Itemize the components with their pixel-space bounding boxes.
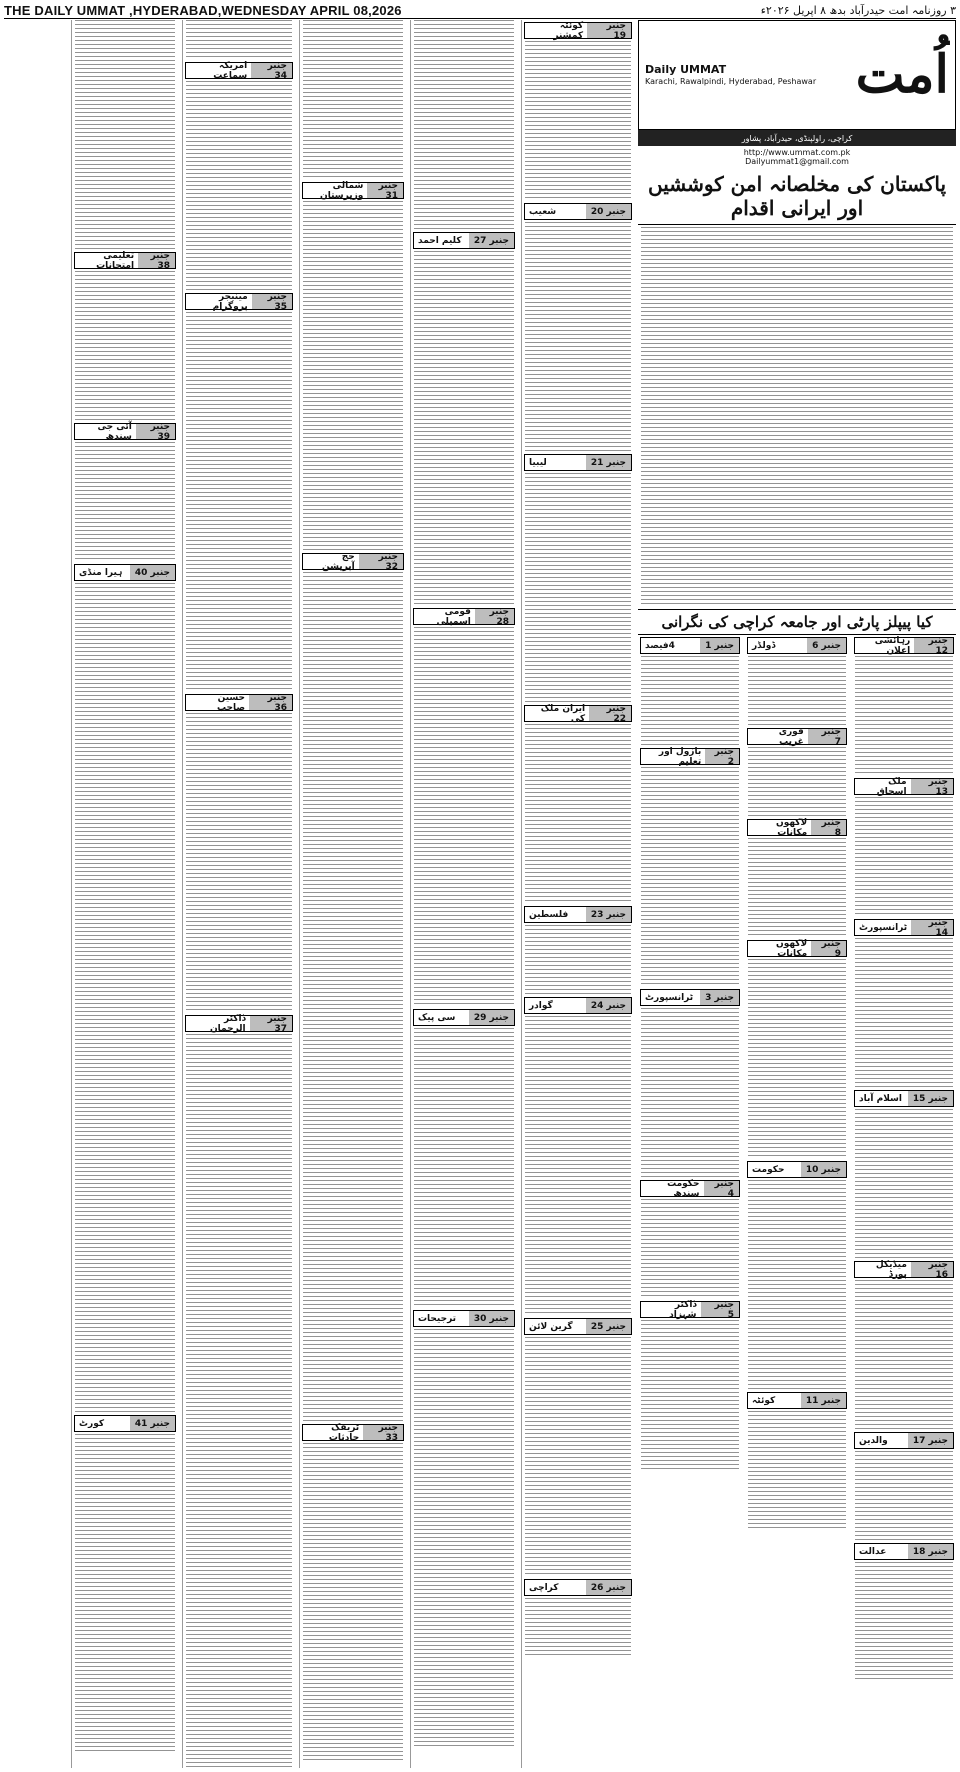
item-number: جنبر 33 [363,1425,403,1440]
item-number: جنبر 28 [475,609,514,624]
item-body [186,81,292,291]
item-number: جنبر 22 [589,706,631,721]
item-body [75,271,175,421]
item-number: جنبر 26 [586,1580,631,1595]
item-body [75,442,175,562]
newspaper-page [4,20,956,1768]
item-header [413,1310,515,1327]
item-body [855,797,953,917]
item-header [854,1432,954,1449]
item-number: جنبر 35 [252,294,292,309]
item-number: جنبر 18 [908,1544,953,1559]
item-header [640,1180,740,1197]
item-title: تعلیمی امتحانات [96,250,135,271]
item-body [525,1598,631,1658]
item-number: جنبر 13 [911,779,953,794]
item-body [525,1337,631,1577]
item-number: جنبر 32 [359,554,403,569]
item-header [640,748,740,765]
item-body [641,1320,739,1470]
item-header [640,1301,740,1318]
item-number: جنبر 27 [469,233,514,248]
item-number: جنبر 20 [586,204,631,219]
item-number: جنبر 8 [811,820,846,835]
item-header [524,22,632,39]
masthead-meta [645,63,816,87]
item-body [414,1329,514,1749]
item-number: جنبر 9 [811,941,846,956]
item-title: 4فیصد [645,640,675,651]
item-body [75,583,175,1413]
item-body [186,1034,292,1768]
item-body [748,1180,846,1390]
brand-name: Daily UMMAT [645,63,727,77]
item-title: عدالت [859,1546,887,1557]
item-body [414,251,514,606]
item-number: جنبر 4 [704,1181,739,1196]
item-number: جنبر 10 [801,1162,846,1177]
lead-headline: پاکستان کی مخلصانہ امن کوششیں اور ایرانی اقدام [638,168,956,225]
subcolumn-c [852,635,956,1684]
item-title: ڈاکٹر الرحمان [209,1013,246,1034]
item-number: جنبر 31 [367,183,403,198]
item-header [640,989,740,1006]
item-body [75,1434,175,1754]
item-title: ڈاکٹر شہزاد [669,1299,697,1320]
item-header [74,252,176,269]
item-header [185,1015,293,1032]
item-header [854,637,954,654]
item-title: ترجیحات [418,1313,457,1324]
item-title: امریکہ سماعت [213,60,248,81]
item-header [747,637,847,654]
item-number: جنبر 24 [586,998,631,1013]
item-body [414,20,514,230]
item-number: جنبر 17 [908,1433,953,1448]
item-title: اسلام آباد [859,1093,902,1104]
item-title: کوئٹہ [752,1395,776,1406]
item-number: جنبر 40 [130,565,175,580]
item-number: جنبر 38 [138,253,175,268]
item-body [748,959,846,1159]
item-title: ٹریفک حادثات [328,1422,360,1443]
item-title: قومی اسمبلی [436,606,471,627]
item-title: ملک اسحاق [876,776,907,797]
item-body [855,1109,953,1259]
item-header [302,1424,404,1441]
item-body [855,938,953,1088]
item-title: حکومت [752,1164,785,1175]
item-body [525,925,631,995]
item-title: ایران ملک کی [540,703,586,724]
item-header [524,203,632,220]
masthead-contact [638,146,956,168]
item-body [414,1028,514,1308]
item-number: جنبر 36 [249,695,292,710]
page-header [4,2,956,19]
item-header [185,62,293,79]
item-number: جنبر 7 [808,729,846,744]
item-header [185,694,293,711]
item-body [641,767,739,987]
item-body [525,473,631,703]
item-number: جنبر 19 [587,23,631,38]
item-header [413,1009,515,1026]
item-title: رہائشی اعلان [874,635,911,656]
item-number: جنبر 3 [700,990,739,1005]
item-number: جنبر 23 [586,907,631,922]
item-header [302,553,404,570]
item-title: حسین صاحب [216,692,246,713]
item-header [74,564,176,581]
brand-cities: Karachi, Rawalpindi, Hyderabad, Peshawar [645,76,817,86]
item-number: جنبر 11 [801,1393,846,1408]
item-number: جنبر 12 [914,638,953,653]
item-number: جنبر 5 [701,1302,739,1317]
item-body [186,20,292,60]
item-header [524,705,632,722]
item-number: جنبر 2 [705,749,739,764]
item-header [854,1090,954,1107]
item-number: جنبر 34 [251,63,292,78]
column-19-26 [521,20,634,1768]
item-title: ٹرانسپورٹ [645,992,694,1003]
item-body [303,201,403,551]
item-body [186,713,292,1013]
item-title: گرین لائن [529,1321,573,1332]
english-title: THE DAILY UMMAT ,HYDERABAD,WEDNESDAY APRIL 08,2026 [4,2,402,18]
item-header [524,906,632,923]
item-title: کورٹ [79,1418,105,1429]
item-title: ہیرا منڈی [79,567,123,578]
item-number: جنبر 29 [469,1010,514,1025]
item-body [414,627,514,1007]
subcolumn-b [745,635,849,1684]
item-header [747,1392,847,1409]
urdu-dateline: ۳ روزنامہ امت حیدرآباد بدھ ۸ اپریل ۲۰۲۶ء [760,3,956,17]
item-body [641,1199,739,1299]
column-34-37 [182,20,295,1768]
item-title: کلیم احمد [418,235,462,246]
item-title: لیبیا [529,457,547,468]
item-body [186,312,292,692]
item-title: کراچی [529,1582,559,1593]
item-header [747,728,847,745]
item-body [855,656,953,776]
item-title: والدین [859,1435,888,1446]
item-header [74,423,176,440]
item-title: گوادر [529,1000,553,1011]
item-body [641,656,739,746]
front-block [638,20,956,1768]
item-title: مینیجر پروگرام [212,291,248,312]
item-number: جنبر 16 [911,1262,953,1277]
item-header [854,1261,954,1278]
item-body [525,724,631,904]
column-38-41 [71,20,178,1768]
item-body [748,838,846,938]
item-number: جنبر 6 [807,638,846,653]
item-body [525,222,631,452]
item-number: جنبر 14 [911,920,953,935]
item-header [854,778,954,795]
item-header [747,1161,847,1178]
email-link[interactable]: Dailyummat1@gmail.com [745,157,849,166]
item-header [524,1318,632,1335]
item-title: فلسطین [529,909,569,920]
masthead-strip: کراچی، راولپنڈی، حیدرآباد، پشاور [638,130,956,146]
item-header [185,293,293,310]
item-title: لاکھوں مکانات [776,938,808,959]
item-number: جنبر 39 [136,424,175,439]
item-number: جنبر 41 [130,1416,175,1431]
item-header [413,608,515,625]
item-title: حکومت سندھ [667,1178,700,1199]
item-body [641,1008,739,1178]
item-title: بازول اور تعلیم [658,746,702,767]
item-header [854,1543,954,1560]
masthead [638,20,956,130]
item-number: جنبر 37 [250,1016,292,1031]
column-31-33 [299,20,406,1768]
lead-article-body [641,227,953,607]
item-title: آئی جی سندھ [97,421,132,442]
item-header [413,232,515,249]
item-number: جنبر 21 [586,455,631,470]
item-header [854,919,954,936]
item-header [640,637,740,654]
column-27-30 [410,20,517,1768]
item-title: فوری غریب [778,726,804,747]
item-title: شمالی وزیرستان [320,180,364,201]
item-header [524,997,632,1014]
item-body [303,572,403,1422]
item-number: جنبر 1 [700,638,739,653]
ummat-logo: اُمت [855,44,949,105]
item-body [855,1562,953,1682]
item-number: جنبر 15 [908,1091,953,1106]
website-link[interactable]: http://www.ummat.com.pk [743,148,851,157]
item-title: حج آپریشن [321,551,355,572]
item-header [524,1579,632,1596]
item-body [525,1016,631,1316]
item-title: ڈولڈر [752,640,776,651]
item-title: میڈیکل بورڈ [875,1259,907,1280]
item-body [525,41,631,201]
item-body [855,1451,953,1541]
item-body [303,1443,403,1763]
item-header [747,819,847,836]
sub-headline: کیا پیپلز پارٹی اور جامعہ کراچی کی نگرانی [638,609,956,635]
item-title: لاکھوں مکانات [776,817,808,838]
item-number: جنبر 25 [586,1319,631,1334]
front-subcolumns [638,635,956,1684]
item-header [524,454,632,471]
item-body [855,1280,953,1430]
item-header [302,182,404,199]
item-title: شعیب [529,206,557,217]
item-title: سی پیک [418,1012,456,1023]
item-body [748,656,846,726]
subcolumn-a [638,635,742,1684]
item-body [75,20,175,250]
item-body [303,20,403,180]
item-number: جنبر 30 [469,1311,514,1326]
item-header [74,1415,176,1432]
item-title: کوئٹہ کمشنر [553,20,584,41]
item-body [748,1411,846,1531]
item-header [747,940,847,957]
item-title: ٹرانسپورٹ [859,922,908,933]
item-body [748,747,846,817]
